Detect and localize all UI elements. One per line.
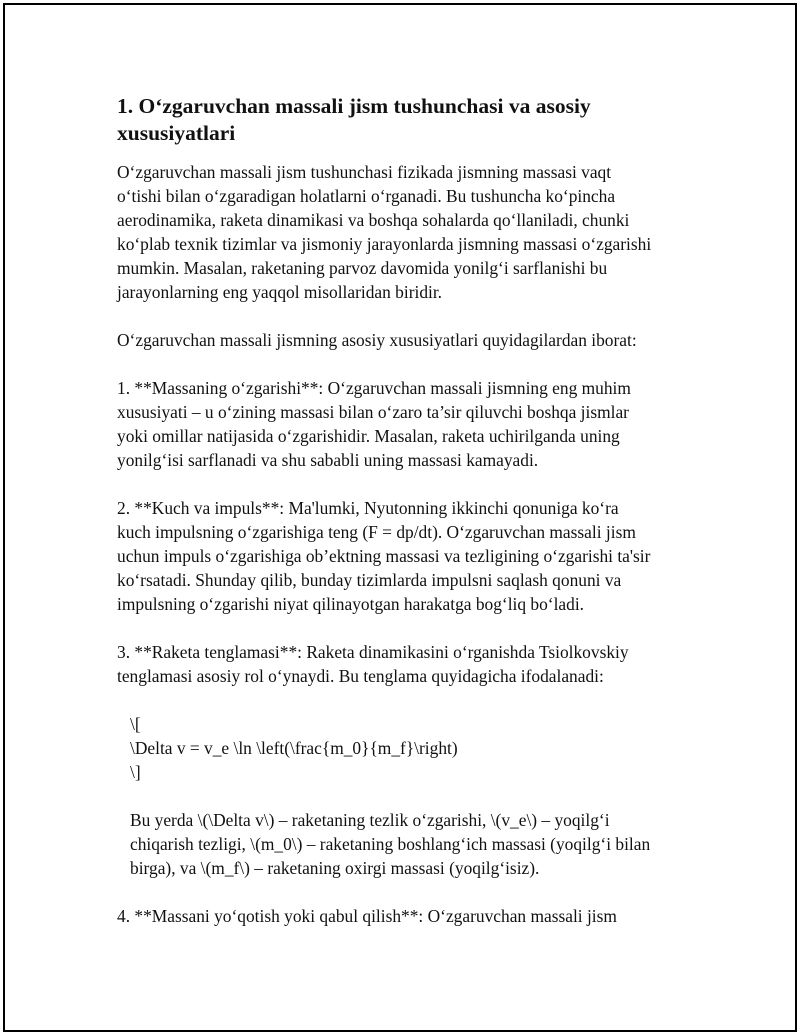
- section-heading: 1. O‘zgaruvchan massali jism tushunchasi va asosiy xususiyatlari: [117, 94, 591, 145]
- document-body: [117, 93, 697, 928]
- rocket-equation-formula: \[ \Delta v = v_e \ln \left(\frac{m_0}{m_f}\right) \]: [130, 714, 458, 782]
- property-item-2: 2. **Kuch va impuls**: Ma'lumki, Nyutonning ikkinchi qonuniga ko‘ra kuch impulsning o‘zgarishiga teng (F = dp/dt). O‘zgaruvchan massali jism uchun impuls o‘zgarishiga ob’ektning massasi va tezligining o‘zgarishi ta'sir ko‘rsatadi. Shunday qilib, bunday tizimlarda impulsni saqlash qonuni va impulsning o‘zgarishi niyat qilinayotgan harakatga bog‘liq bo‘ladi.: [117, 498, 651, 614]
- formula-explanation: Bu yerda \(\Delta v\) – raketaning tezlik o‘zgarishi, \(v_e\) – yoqilg‘i chiqarish tezligi, \(m_0\) – raketaning boshlang‘ich massasi (yoqilg‘i bilan birga), va \(m_f\) – raketaning oxirgi massasi (yoqilg‘isiz).: [130, 810, 651, 878]
- properties-lead: O‘zgaruvchan massali jismning asosiy xususiyatlari quyidagilardan iborat:: [117, 330, 637, 350]
- intro-paragraph: O‘zgaruvchan massali jism tushunchasi fizikada jismning massasi vaqt o‘tishi bilan o‘zgaradigan holatlarni o‘rganadi. Bu tushuncha ko‘pincha aerodinamika, raketa dinamikasi va boshqa sohalarda qo‘llaniladi, chunki ko‘plab texnik tizimlar va jismoniy jarayonlarda jismning massasi o‘zgarishi mumkin. Masalan, raketaning parvoz davomida yonilg‘i sarflanishi bu jarayonlarning eng yaqqol misollaridan biridir.: [117, 162, 652, 302]
- property-item-3: 3. **Raketa tenglamasi**: Raketa dinamikasini o‘rganishda Tsiolkovskiy tenglamasi asosiy rol o‘ynaydi. Bu tenglama quyidagicha ifodalanadi:: [117, 642, 629, 686]
- property-item-4: 4. **Massani yo‘qotish yoki qabul qilish**: O‘zgaruvchan massali jism: [117, 906, 617, 926]
- property-item-1: 1. **Massaning o‘zgarishi**: O‘zgaruvchan massali jismning eng muhim xususiyati – u o‘zining massasi bilan o‘zaro ta’sir qiluvchi boshqa jismlar yoki omillar natijasida o‘zgarishidir. Masalan, raketa uchirilganda uning yonilg‘isi sarflanadi va shu sababli uning massasi kamayadi.: [117, 378, 631, 470]
